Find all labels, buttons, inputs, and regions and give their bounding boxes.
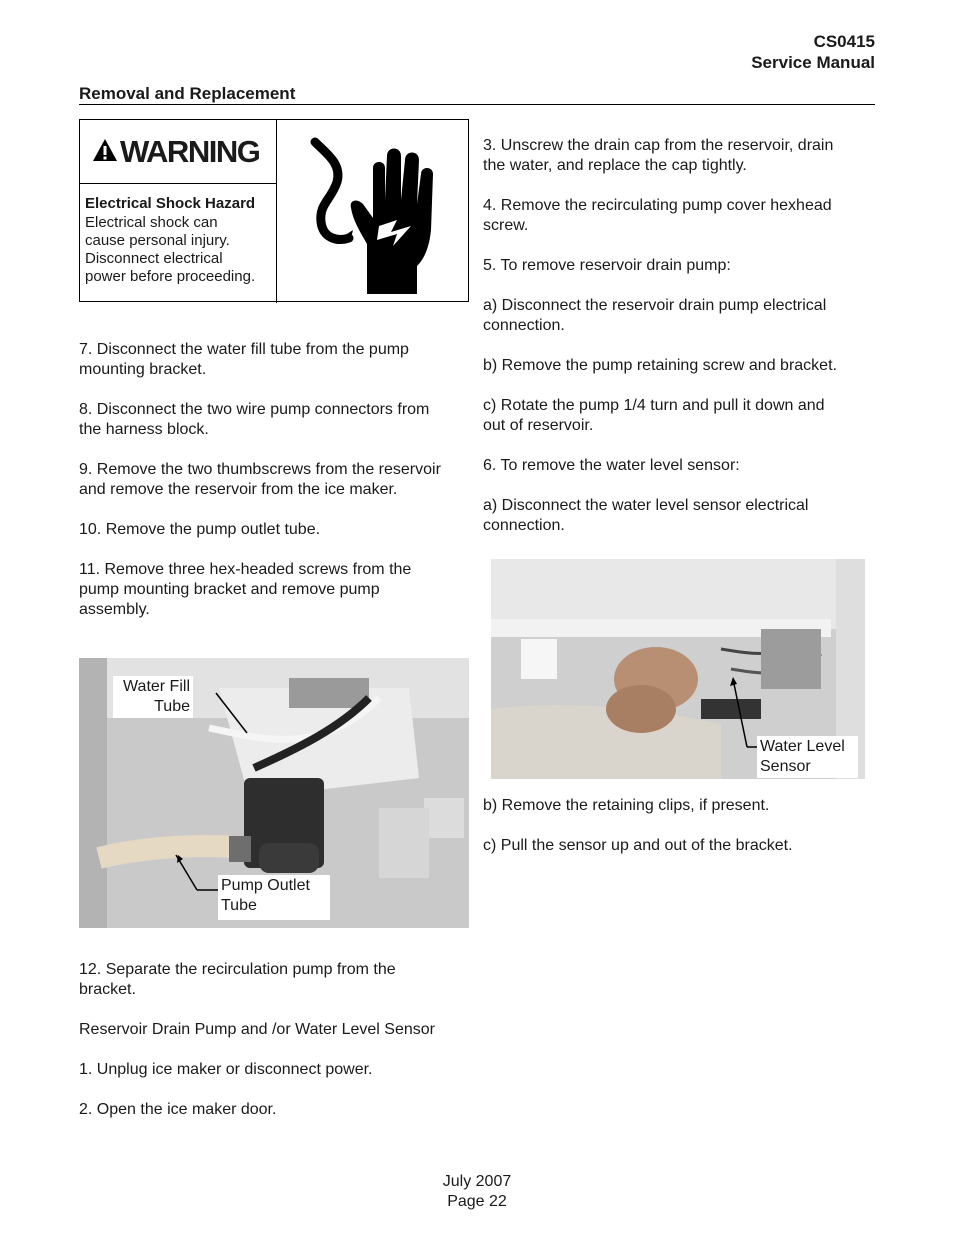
step-11: 11. Remove three hex-headed screws from the pump mounting bracket and remove pump assembly.	[79, 561, 412, 618]
sub-step-4: 4. Remove the recirculating pump cover hexhead screw.	[483, 197, 832, 234]
sub-step-6a: a) Disconnect the water level sensor electrical connection.	[483, 497, 809, 534]
page-number: Page 22	[447, 1193, 507, 1210]
sub-step-2: 2. Open the ice maker door.	[79, 1101, 277, 1118]
water-level-sensor-callout: Water Level Sensor	[757, 736, 858, 778]
sub-step-5: 5. To remove reservoir drain pump:	[483, 257, 731, 274]
sub-step-6b: b) Remove the retaining clips, if present.	[483, 797, 770, 814]
document-type: Service Manual	[751, 53, 875, 72]
step-9: 9. Remove the two thumbscrews from the reservoir and remove the reservoir from the ice maker.	[79, 461, 441, 498]
warning-title: Electrical Shock Hazard	[85, 195, 256, 212]
sub-step-3: 3. Unscrew the drain cap from the reservoir, drain the water, and replace the cap tightly.	[483, 137, 834, 174]
document-code: CS0415	[813, 32, 875, 51]
step-7: 7. Disconnect the water fill tube from the pump mounting bracket.	[79, 341, 409, 378]
step-12: 12. Separate the recirculation pump from the bracket.	[79, 961, 396, 998]
subsection-heading: Reservoir Drain Pump and /or Water Level Sensor	[79, 1021, 435, 1038]
warning-box	[79, 119, 469, 302]
step-8: 8. Disconnect the two wire pump connectors from the harness block.	[79, 401, 430, 438]
sub-step-5b: b) Remove the pump retaining screw and bracket.	[483, 357, 837, 374]
water-fill-tube-callout: Water Fill Tube	[113, 676, 193, 718]
section-title: Removal and Replacement	[79, 84, 296, 103]
warning-triangle-icon	[92, 138, 118, 162]
step-10: 10. Remove the pump outlet tube.	[79, 521, 321, 538]
footer-date: July 2007	[442, 1173, 512, 1190]
warning-heading: WARNING	[120, 134, 260, 169]
sub-step-5c: c) Rotate the pump 1/4 turn and pull it down and out of reservoir.	[483, 397, 825, 434]
warning-text: Electrical shock can cause personal injury. Disconnect electrical power before proceeding.	[85, 214, 256, 285]
pump-outlet-tube-callout: Pump Outlet Tube	[218, 875, 330, 920]
sub-step-1: 1. Unplug ice maker or disconnect power.	[79, 1061, 373, 1078]
sub-step-6: 6. To remove the water level sensor:	[483, 457, 740, 474]
header-rule	[79, 104, 875, 105]
sub-step-6c: c) Pull the sensor up and out of the bracket.	[483, 837, 793, 854]
sub-step-5a: a) Disconnect the reservoir drain pump electrical connection.	[483, 297, 827, 334]
electric-hand-icon	[307, 134, 447, 294]
